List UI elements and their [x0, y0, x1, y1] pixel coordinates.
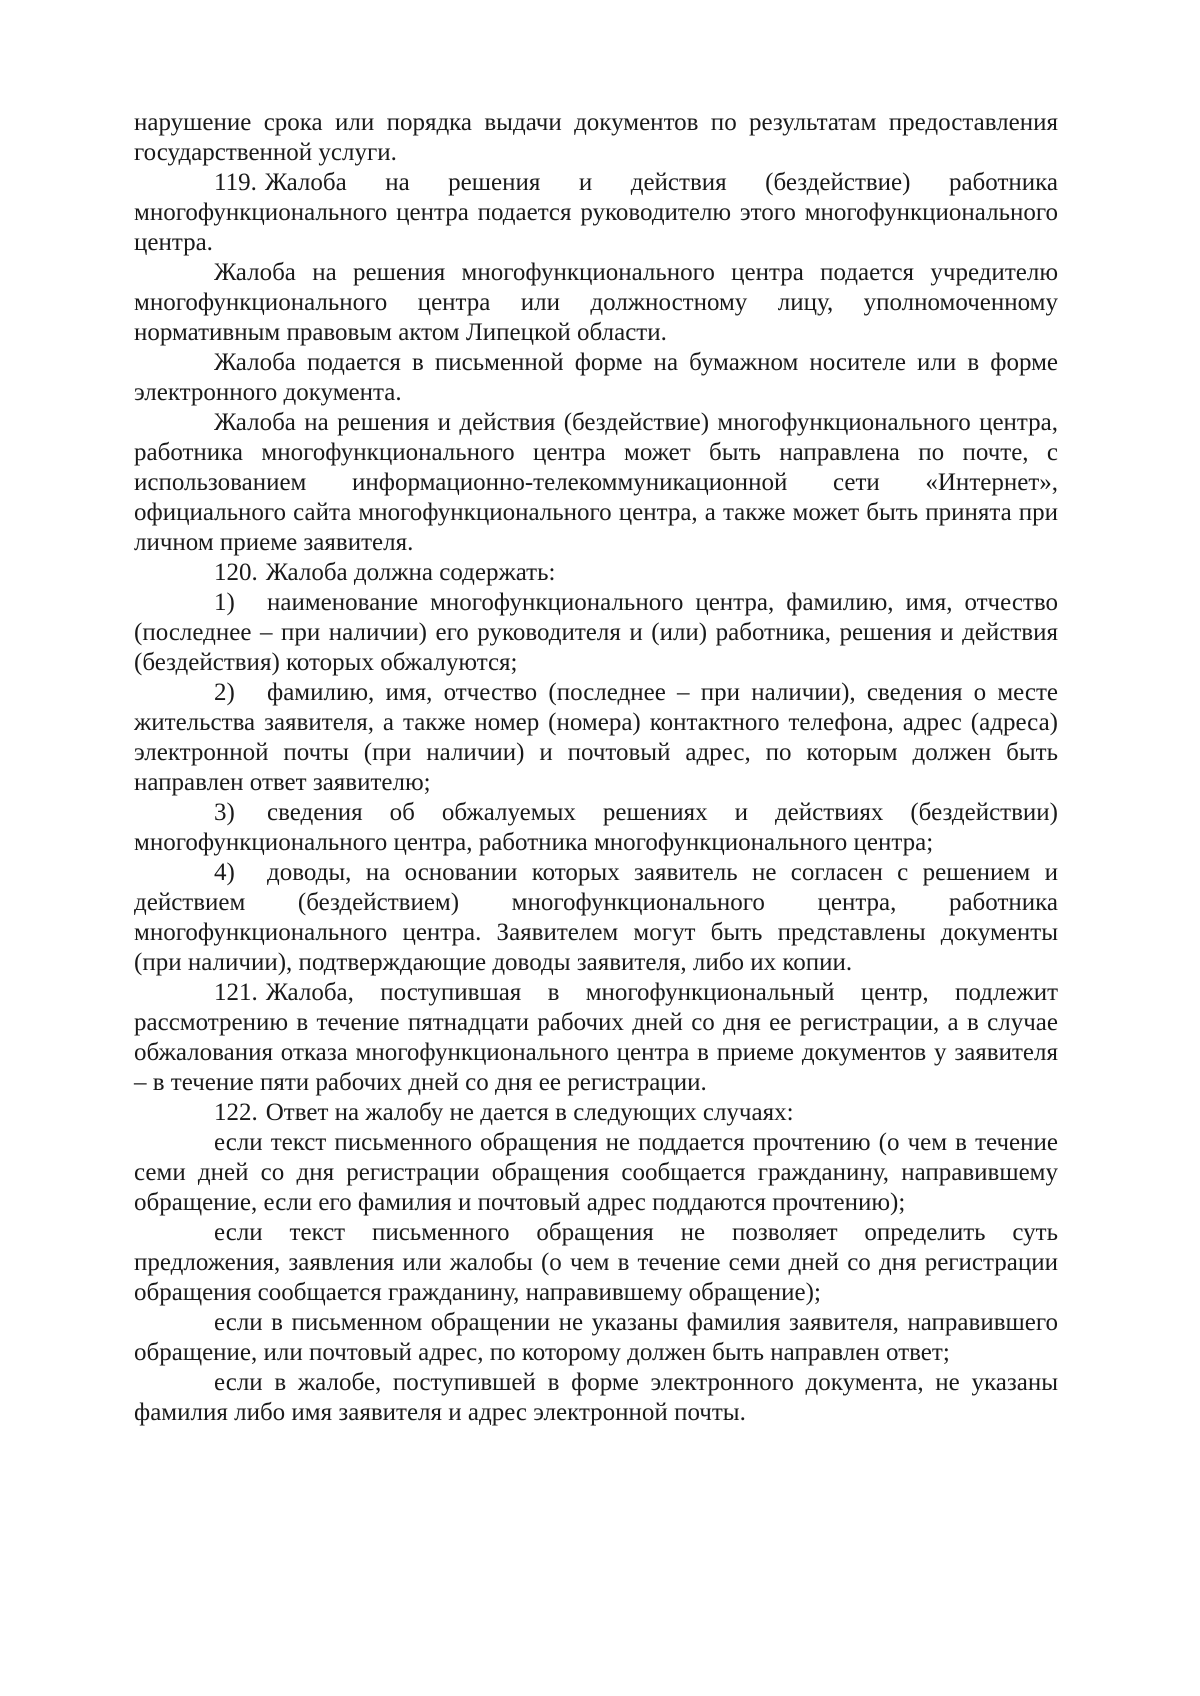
paragraph — [134, 1128, 1058, 1218]
paragraph-text: Ответ на жалобу не дается в следующих случаях: — [265, 1099, 794, 1126]
paragraph-text: Жалоба на решения и действия (бездействие) работника многофункционального центра подается руководителю этого многофункционального центра. — [134, 169, 1058, 256]
paragraph-text: Жалоба, поступившая в многофункциональный центр, подлежит рассмотрению в течение пятнадцати рабочих дней со дня ее регистрации, а в случае обжалования отказа многофункционального центра в приеме документов у заявителя – в течение пяти рабочих дней со дня ее регистрации. — [134, 979, 1058, 1096]
paragraph-text: Жалоба должна содержать: — [265, 559, 556, 586]
paragraph-number: 121. — [214, 979, 258, 1006]
paragraph-text: Жалоба на решения многофункционального центра подается учредителю многофункционального центра или должностному лицу, уполномоченному нормативным правовым актом Липецкой области. — [134, 259, 1058, 346]
paragraph-121 — [134, 978, 1058, 1098]
list-item-text: фамилию, имя, отчество (последнее – при наличии), сведения о месте жительства заявителя, а также номер (номера) контактного телефона, адрес (адреса) электронной почты (при наличии) и почтовый адрес, по которым должен быть направлен ответ заявителю; — [134, 679, 1058, 796]
paragraph-120 — [134, 558, 1058, 588]
paragraph-text: нарушение срока или порядка выдачи документов по результатам предоставления государственной услуги. — [134, 109, 1058, 166]
paragraph-continuation — [134, 108, 1058, 168]
list-item-number: 1) — [214, 589, 235, 616]
paragraph-text: Жалоба подается в письменной форме на бумажном носителе или в форме электронного документа. — [134, 349, 1058, 406]
paragraph — [134, 258, 1058, 348]
paragraph-number: 119. — [214, 169, 257, 196]
list-item-2 — [134, 678, 1058, 798]
paragraph-number: 122. — [214, 1099, 258, 1126]
list-item-4 — [134, 858, 1058, 978]
paragraph-text: если текст письменного обращения не позволяет определить суть предложения, заявления или жалобы (о чем в течение семи дней со дня регистрации обращения сообщается гражданину, направившему обращение); — [134, 1219, 1058, 1306]
paragraph — [134, 348, 1058, 408]
list-item-text: наименование многофункционального центра, фамилию, имя, отчество (последнее – при наличии) его руководителя и (или) работника, решения и действия (бездействия) которых обжалуются; — [134, 589, 1058, 676]
list-item-number: 3) — [214, 799, 235, 826]
list-item-number: 4) — [214, 859, 235, 886]
paragraph — [134, 1368, 1058, 1428]
paragraph-122 — [134, 1098, 1058, 1128]
list-item-1 — [134, 588, 1058, 678]
list-item-number: 2) — [214, 679, 235, 706]
paragraph — [134, 1218, 1058, 1308]
list-item-3 — [134, 798, 1058, 858]
paragraph — [134, 1308, 1058, 1368]
list-item-text: сведения об обжалуемых решениях и действиях (бездействии) многофункционального центра, работника многофункционального центра; — [134, 799, 1058, 856]
paragraph-text: если в письменном обращении не указаны фамилия заявителя, направившего обращение, или почтовый адрес, по которому должен быть направлен ответ; — [134, 1309, 1058, 1366]
paragraph-text: Жалоба на решения и действия (бездействие) многофункционального центра, работника многофункционального центра может быть направлена по почте, с использованием информационно-телекоммуникационной сети «Интернет», официального сайта многофункционального центра, а также может быть принята при личном приеме заявителя. — [134, 409, 1058, 556]
paragraph-text: если текст письменного обращения не поддается прочтению (о чем в течение семи дней со дня регистрации обращения сообщается гражданину, направившему обращение, если его фамилия и почтовый адрес поддаются прочтению); — [134, 1129, 1058, 1216]
paragraph — [134, 408, 1058, 558]
paragraph-text: если в жалобе, поступившей в форме электронного документа, не указаны фамилия либо имя заявителя и адрес электронной почты. — [134, 1369, 1058, 1426]
list-item-text: доводы, на основании которых заявитель не согласен с решением и действием (бездействием) многофункционального центра, работника многофункционального центра. Заявителем могут быть представлены документы (при наличии), подтверждающие доводы заявителя, либо их копии. — [134, 859, 1058, 976]
document-page — [134, 108, 1058, 1428]
paragraph-119 — [134, 168, 1058, 258]
paragraph-number: 120. — [214, 559, 258, 586]
